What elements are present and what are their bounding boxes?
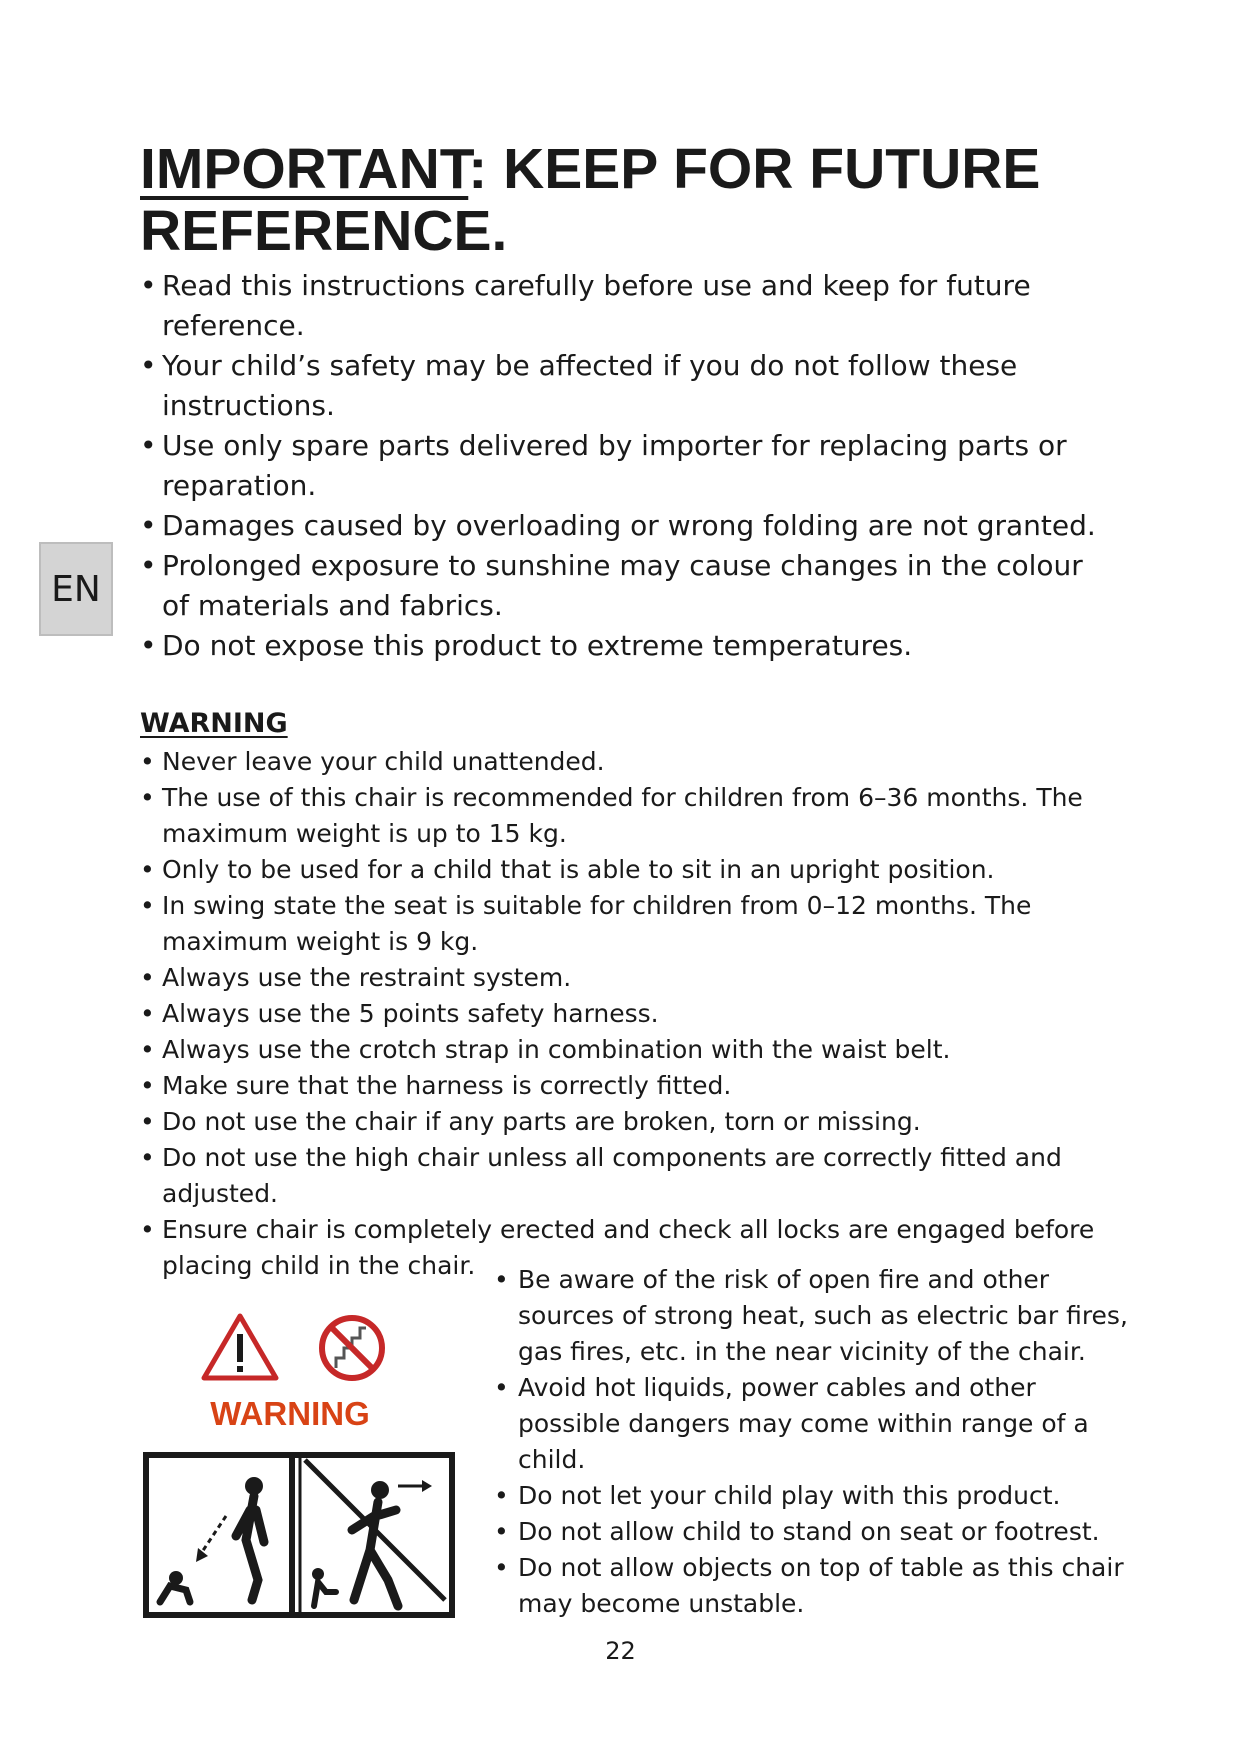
list-item: • Prolonged exposure to sunshine may cause changes in the colour of materials and fabrics. xyxy=(140,546,1100,626)
list-item: • Use only spare parts delivered by importer for replacing parts or reparation. xyxy=(140,426,1100,506)
list-item: • Your child’s safety may be affected if you do not follow these instructions. xyxy=(140,346,1100,426)
warning-graphic xyxy=(140,1310,460,1630)
list-item: • Never leave your child unattended. xyxy=(140,744,1100,780)
right-warning-list xyxy=(494,1262,1134,1622)
list-item: • The use of this chair is recommended for children from 6–36 months. The maximum weight is up to 15 kg. xyxy=(140,780,1100,852)
list-item: • Do not allow objects on top of table as this chair may become unstable. xyxy=(494,1550,1134,1622)
heading-rest: : KEEP FOR FUTURE REFERENCE. xyxy=(140,137,1041,263)
list-item: • Make sure that the harness is correctly fitted. xyxy=(140,1068,1100,1104)
heading-important: IMPORTANT xyxy=(140,137,469,201)
warning-triangle-icon xyxy=(204,1316,276,1378)
list-item: • Only to be used for a child that is able to sit in an upright position. xyxy=(140,852,1100,888)
list-item: • Damages caused by overloading or wrong folding are not granted. xyxy=(140,506,1100,546)
graphic-warning-label: WARNING xyxy=(210,1395,370,1432)
list-item: • Do not use the high chair unless all components are correctly fitted and adjusted. xyxy=(140,1140,1100,1212)
list-item: • Always use the restraint system. xyxy=(140,960,1100,996)
list-item: • Always use the 5 points safety harness. xyxy=(140,996,1100,1032)
important-list xyxy=(140,266,1100,666)
list-item: • Do not use the chair if any parts are broken, torn or missing. xyxy=(140,1104,1100,1140)
list-item: • Do not let your child play with this product. xyxy=(494,1478,1134,1514)
list-item: • Avoid hot liquids, power cables and other possible dangers may come within range of a child. xyxy=(494,1370,1134,1478)
safety-pictogram-icon xyxy=(146,1455,452,1615)
warning-list xyxy=(140,744,1100,1284)
list-item: • Be aware of the risk of open fire and other sources of strong heat, such as electric bar fires, gas fires, etc. in the near vicinity of the chair. xyxy=(494,1262,1134,1370)
list-item: • Do not allow child to stand on seat or footrest. xyxy=(494,1514,1134,1550)
no-stairs-icon xyxy=(322,1318,382,1378)
page-number: 22 xyxy=(605,1637,636,1665)
language-tab: EN xyxy=(39,542,113,636)
list-item: • Always use the crotch strap in combination with the waist belt. xyxy=(140,1032,1100,1068)
page-heading xyxy=(140,138,1140,262)
list-item: • Do not expose this product to extreme temperatures. xyxy=(140,626,1100,666)
list-item: • Read this instructions carefully before use and keep for future reference. xyxy=(140,266,1100,346)
list-item: • In swing state the seat is suitable for children from 0–12 months. The maximum weight is 9 kg. xyxy=(140,888,1100,960)
warning-title: WARNING xyxy=(140,708,288,739)
list-item: • Ensure chair is completely erected and check all locks are engaged before placing child in the chair. xyxy=(140,1212,1100,1284)
